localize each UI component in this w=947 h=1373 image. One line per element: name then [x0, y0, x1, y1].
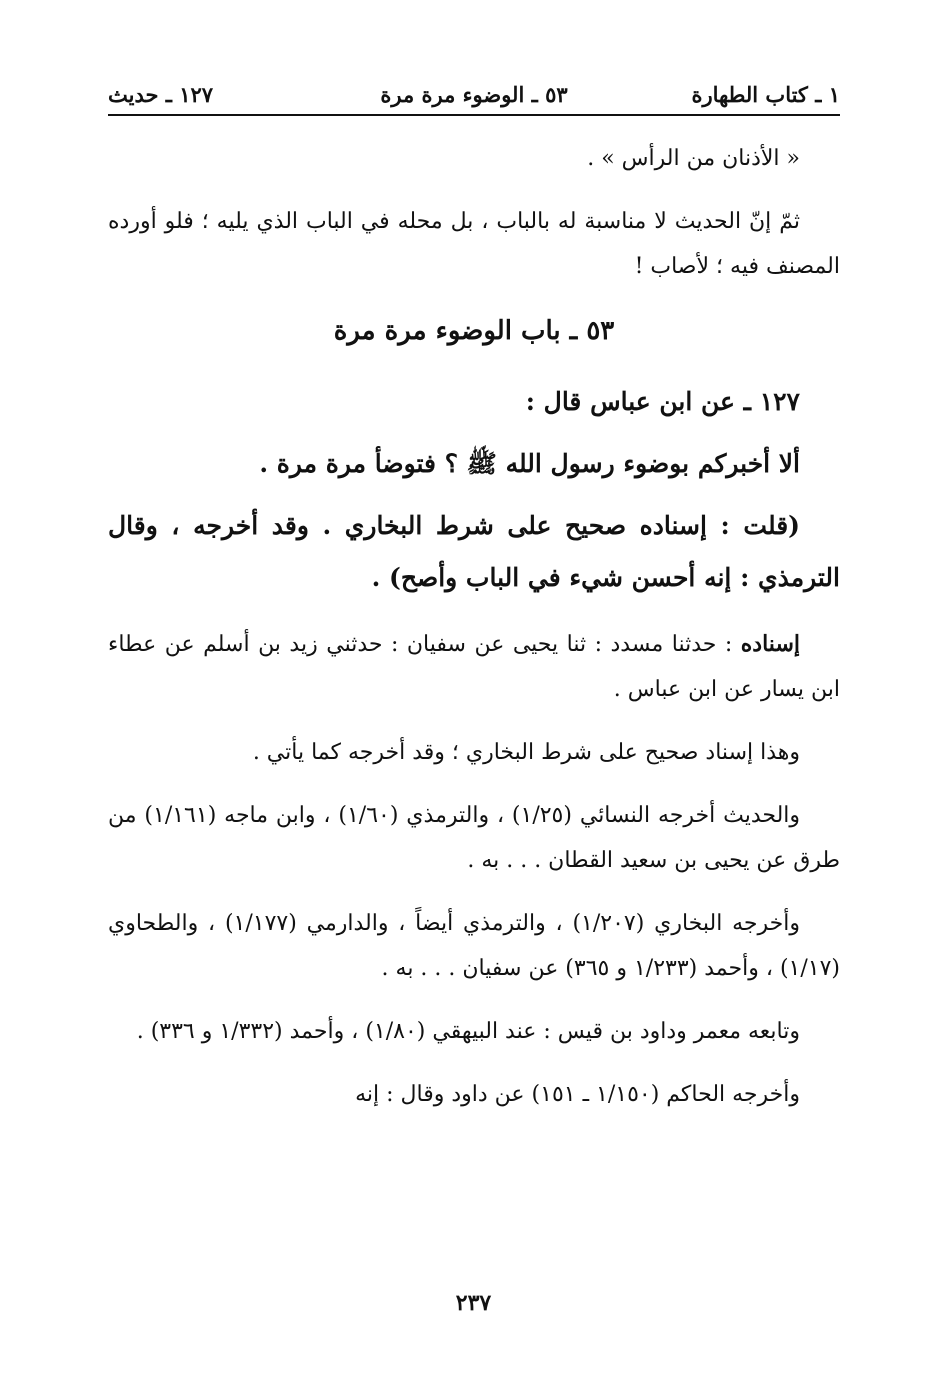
nasai-paragraph: والحديث أخرجه النسائي (١/٢٥) ، والترمذي (١/٦٠) ، وابن ماجه (١/١٦١) من طرق عن يحيى بن سعيد القطان . . . به .	[108, 803, 840, 873]
bukhari-paragraph: وأخرجه البخاري (١/٢٠٧) ، والترمذي أيضاً ، والدارمي (١/١٧٧) ، والطحاوي (١/١٧) ، وأحمد (١/٢٣٣ و ٣٦٥) عن سفيان . . . به .	[108, 911, 840, 981]
hadith-text: ألا أخبركم بوضوء رسول الله ﷺ ؟ فتوضأ مرة مرة .	[259, 449, 800, 478]
chapter-heading: ٥٣ ـ باب الوضوء مرة مرة	[333, 316, 615, 346]
isnad-text: : حدثنا مسدد : ثنا يحيى عن سفيان : حدثني زيد بن أسلم عن عطاء ابن يسار عن ابن عباس .	[108, 632, 840, 702]
sahih-paragraph: وهذا إسناد صحيح على شرط البخاري ؛ وقد أخرجه كما يأتي .	[252, 740, 800, 765]
page-body	[108, 136, 840, 1117]
page-number: ٢٣٧	[455, 1290, 492, 1316]
header-book-title: ١ ـ كتاب الطهارة	[691, 82, 840, 107]
mamar-paragraph: وتابعه معمر وداود بن قيس : عند البيهقي (١/٨٠) ، وأحمد (١/٣٣٢ و ٣٣٦) .	[136, 1019, 800, 1044]
grading-note: (قلت : إسناده صحيح على شرط البخاري . وقد أخرجه ، وقال الترمذي : إنه أحسن شيء في الباب وأصح) .	[108, 511, 840, 592]
commentary-paragraph: ثمّ إنّ الحديث لا مناسبة له بالباب ، بل محله في الباب الذي يليه ؛ فلو أورده المصنف فيه ؛ لأصاب !	[108, 209, 840, 279]
header-hadith-number: ١٢٧ ـ حديث	[108, 82, 214, 107]
header-chapter-title: ٥٣ ـ الوضوء مرة مرة	[380, 82, 568, 107]
running-header	[108, 78, 840, 116]
quote-line: « الأذنان من الرأس » .	[587, 146, 800, 171]
hadith-intro: ١٢٧ ـ عن ابن عباس قال :	[525, 387, 800, 416]
hakim-paragraph: وأخرجه الحاكم (١/١٥٠ ـ ١٥١) عن داود وقال : إنه	[355, 1082, 800, 1107]
isnad-label: إسناده	[740, 631, 800, 657]
isnad-paragraph	[108, 622, 840, 712]
